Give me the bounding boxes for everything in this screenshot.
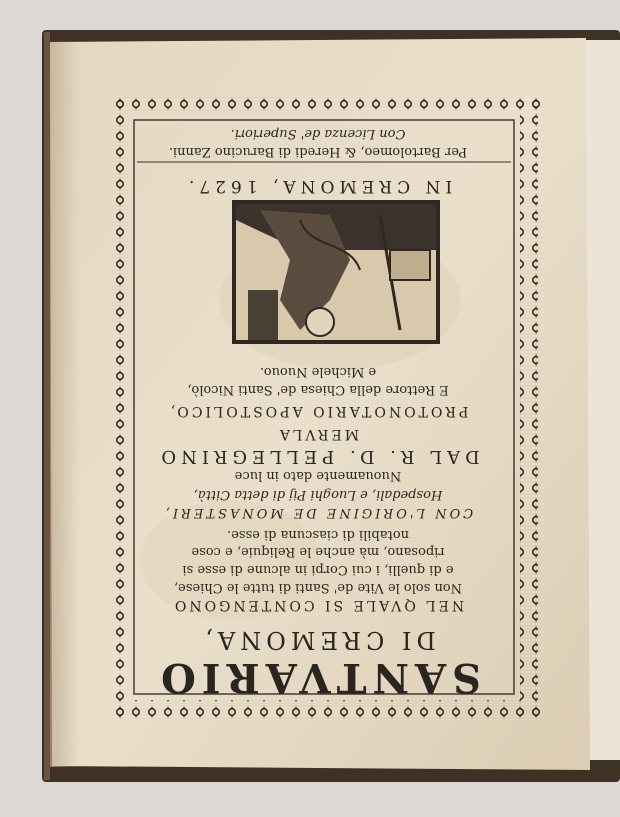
imprint-license: Con Licenza de' Superiori. bbox=[230, 126, 406, 141]
author-line-4: E Rettore della Chiesa de' Santi Nicolò, bbox=[187, 382, 449, 397]
publication-note: Nuouamente dato in luce bbox=[234, 468, 402, 483]
author-line-5: e Michele Nuouo. bbox=[259, 364, 377, 379]
description-line-7: Hospedali, e Luoghi Pij di detta Città, bbox=[193, 487, 443, 502]
description-line-3: e di quelli, i cui Corpi in alcune di esse si bbox=[182, 562, 454, 577]
description-line-5: notabili di ciascuna di esse. bbox=[227, 527, 409, 542]
description-line-4: riposano, mà anche le Reliquie, e cose bbox=[191, 544, 445, 559]
description-line-1: NEL QVALE SI CONTENGONO bbox=[171, 597, 465, 613]
author-line-1: DAL R. D. PELLEGRINO bbox=[156, 446, 480, 467]
description-line-6: CON L'ORIGINE DE MONASTERI, bbox=[162, 505, 474, 520]
book-title: SANTVARIO bbox=[155, 654, 482, 701]
imprint-printer: Per Bartolomeo, & Heredi di Barucino Zanni. bbox=[168, 144, 468, 159]
author-line-2: MERVLA bbox=[276, 426, 360, 442]
imprint-city-year: IN CREMONA, 1627. bbox=[183, 176, 453, 196]
description-line-2: Non solo le Vite de' Santi di tutte le Chiese, bbox=[173, 580, 463, 595]
author-line-3: PROTONOTARIO APOSTOLICO, bbox=[167, 403, 469, 419]
book-subtitle: DI CREMONA, bbox=[200, 626, 436, 654]
